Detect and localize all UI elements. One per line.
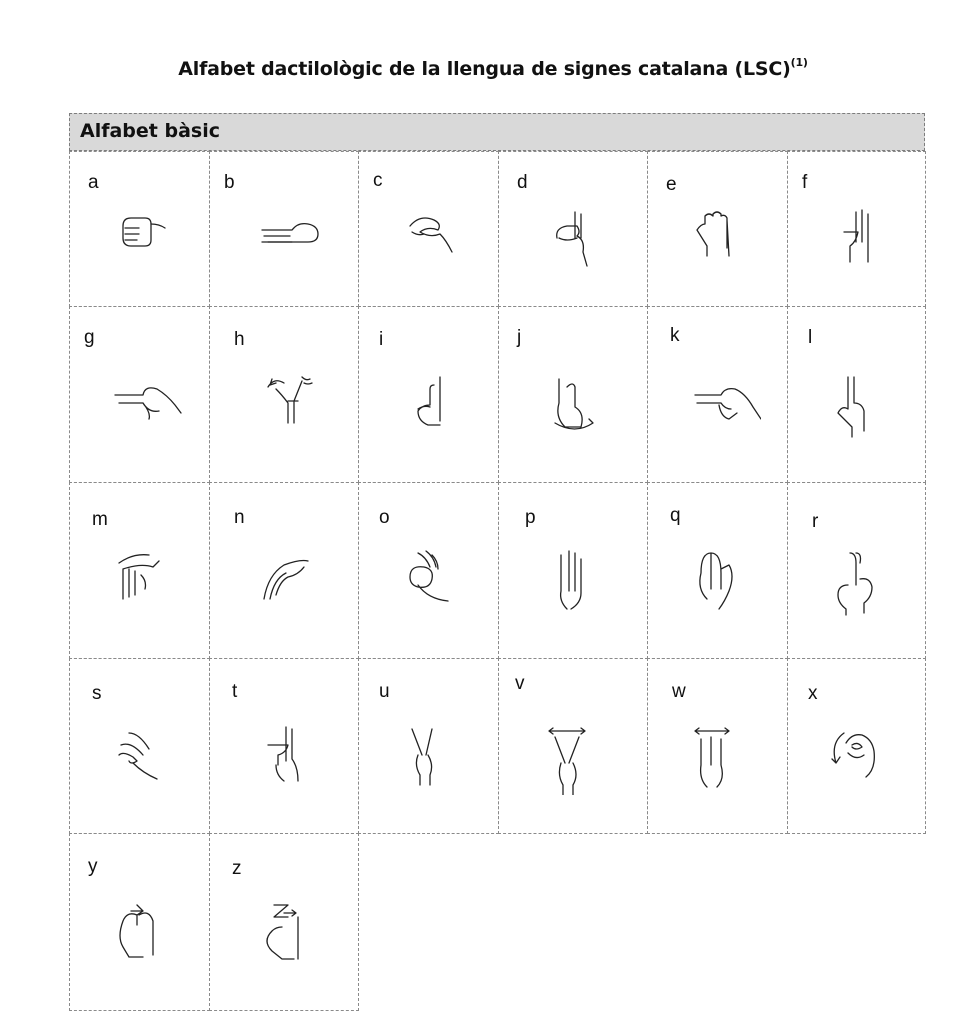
- letter-label: r: [812, 511, 819, 532]
- hand-sign-m-icon: [113, 549, 183, 619]
- letter-cell-b: [209, 151, 359, 307]
- letter-label: n: [234, 507, 245, 528]
- letter-cell-v: [498, 658, 648, 834]
- letter-label: y: [88, 856, 98, 877]
- hand-sign-t-icon: [258, 725, 328, 795]
- letter-label: j: [517, 327, 522, 348]
- letter-label: f: [802, 172, 808, 193]
- hand-sign-v-icon: [547, 725, 617, 795]
- letter-label: g: [84, 327, 95, 348]
- hand-sign-w-icon: [691, 725, 761, 795]
- letter-cell-d: [498, 151, 648, 307]
- letter-cell-u: [358, 658, 499, 834]
- section-header-label: Alfabet bàsic: [80, 120, 220, 142]
- hand-sign-c-icon: [402, 208, 472, 278]
- letter-cell-o: [358, 482, 499, 659]
- letter-label: o: [379, 507, 390, 528]
- hand-sign-q-icon: [691, 549, 761, 619]
- letter-label: e: [666, 174, 677, 195]
- title-footnote-marker: (1): [790, 56, 808, 69]
- letter-label: h: [234, 329, 245, 350]
- letter-label: z: [232, 858, 242, 879]
- letter-cell-p: [498, 482, 648, 659]
- title-text: Alfabet dactilològic de la llengua de signes catalana (LSC): [178, 58, 791, 80]
- hand-sign-a-icon: [113, 208, 183, 278]
- letter-label: u: [379, 681, 390, 702]
- letter-cell-e: [647, 151, 788, 307]
- letter-label: m: [92, 509, 108, 530]
- hand-sign-l-icon: [830, 373, 900, 443]
- letter-cell-g: [69, 306, 210, 483]
- letter-cell-m: [69, 482, 210, 659]
- letter-cell-a: [69, 151, 210, 307]
- hand-sign-p-icon: [547, 549, 617, 619]
- letter-label: k: [670, 325, 680, 346]
- letter-label: w: [672, 681, 686, 702]
- hand-sign-s-icon: [113, 725, 183, 795]
- letter-label: t: [232, 681, 238, 702]
- hand-sign-d-icon: [547, 208, 617, 278]
- hand-sign-x-icon: [830, 725, 900, 795]
- letter-cell-c: [358, 151, 499, 307]
- hand-sign-n-icon: [258, 549, 328, 619]
- page-title: [0, 58, 972, 80]
- hand-sign-k-icon: [691, 373, 761, 443]
- letter-label: l: [808, 327, 813, 348]
- letter-cell-h: [209, 306, 359, 483]
- hand-sign-j-icon: [547, 373, 617, 443]
- hand-sign-r-icon: [830, 549, 900, 619]
- letter-cell-i: [358, 306, 499, 483]
- hand-sign-f-icon: [830, 208, 900, 278]
- letter-cell-k: [647, 306, 788, 483]
- hand-sign-e-icon: [691, 208, 761, 278]
- hand-sign-u-icon: [402, 725, 472, 795]
- hand-sign-y-icon: [113, 901, 183, 971]
- letter-cell-w: [647, 658, 788, 834]
- letter-label: v: [515, 673, 525, 694]
- letter-cell-q: [647, 482, 788, 659]
- letter-label: i: [379, 329, 384, 350]
- letter-cell-x: [787, 658, 926, 834]
- hand-sign-h-icon: [258, 373, 328, 443]
- letter-label: c: [373, 170, 383, 191]
- letter-label: d: [517, 172, 528, 193]
- letter-cell-t: [209, 658, 359, 834]
- letter-label: p: [525, 507, 536, 528]
- section-header: [69, 113, 925, 151]
- letter-cell-f: [787, 151, 926, 307]
- hand-sign-i-icon: [402, 373, 472, 443]
- hand-sign-o-icon: [402, 549, 472, 619]
- letter-label: s: [92, 683, 102, 704]
- letter-label: q: [670, 505, 681, 526]
- letter-cell-j: [498, 306, 648, 483]
- hand-sign-g-icon: [113, 373, 183, 443]
- letter-cell-z: [209, 833, 359, 1011]
- letter-cell-y: [69, 833, 210, 1011]
- hand-sign-z-icon: [258, 901, 328, 971]
- letter-label: x: [808, 683, 818, 704]
- letter-cell-l: [787, 306, 926, 483]
- hand-sign-b-icon: [258, 208, 328, 278]
- letter-cell-r: [787, 482, 926, 659]
- letter-cell-s: [69, 658, 210, 834]
- letter-label: b: [224, 172, 235, 193]
- letter-cell-n: [209, 482, 359, 659]
- letter-label: a: [88, 172, 99, 193]
